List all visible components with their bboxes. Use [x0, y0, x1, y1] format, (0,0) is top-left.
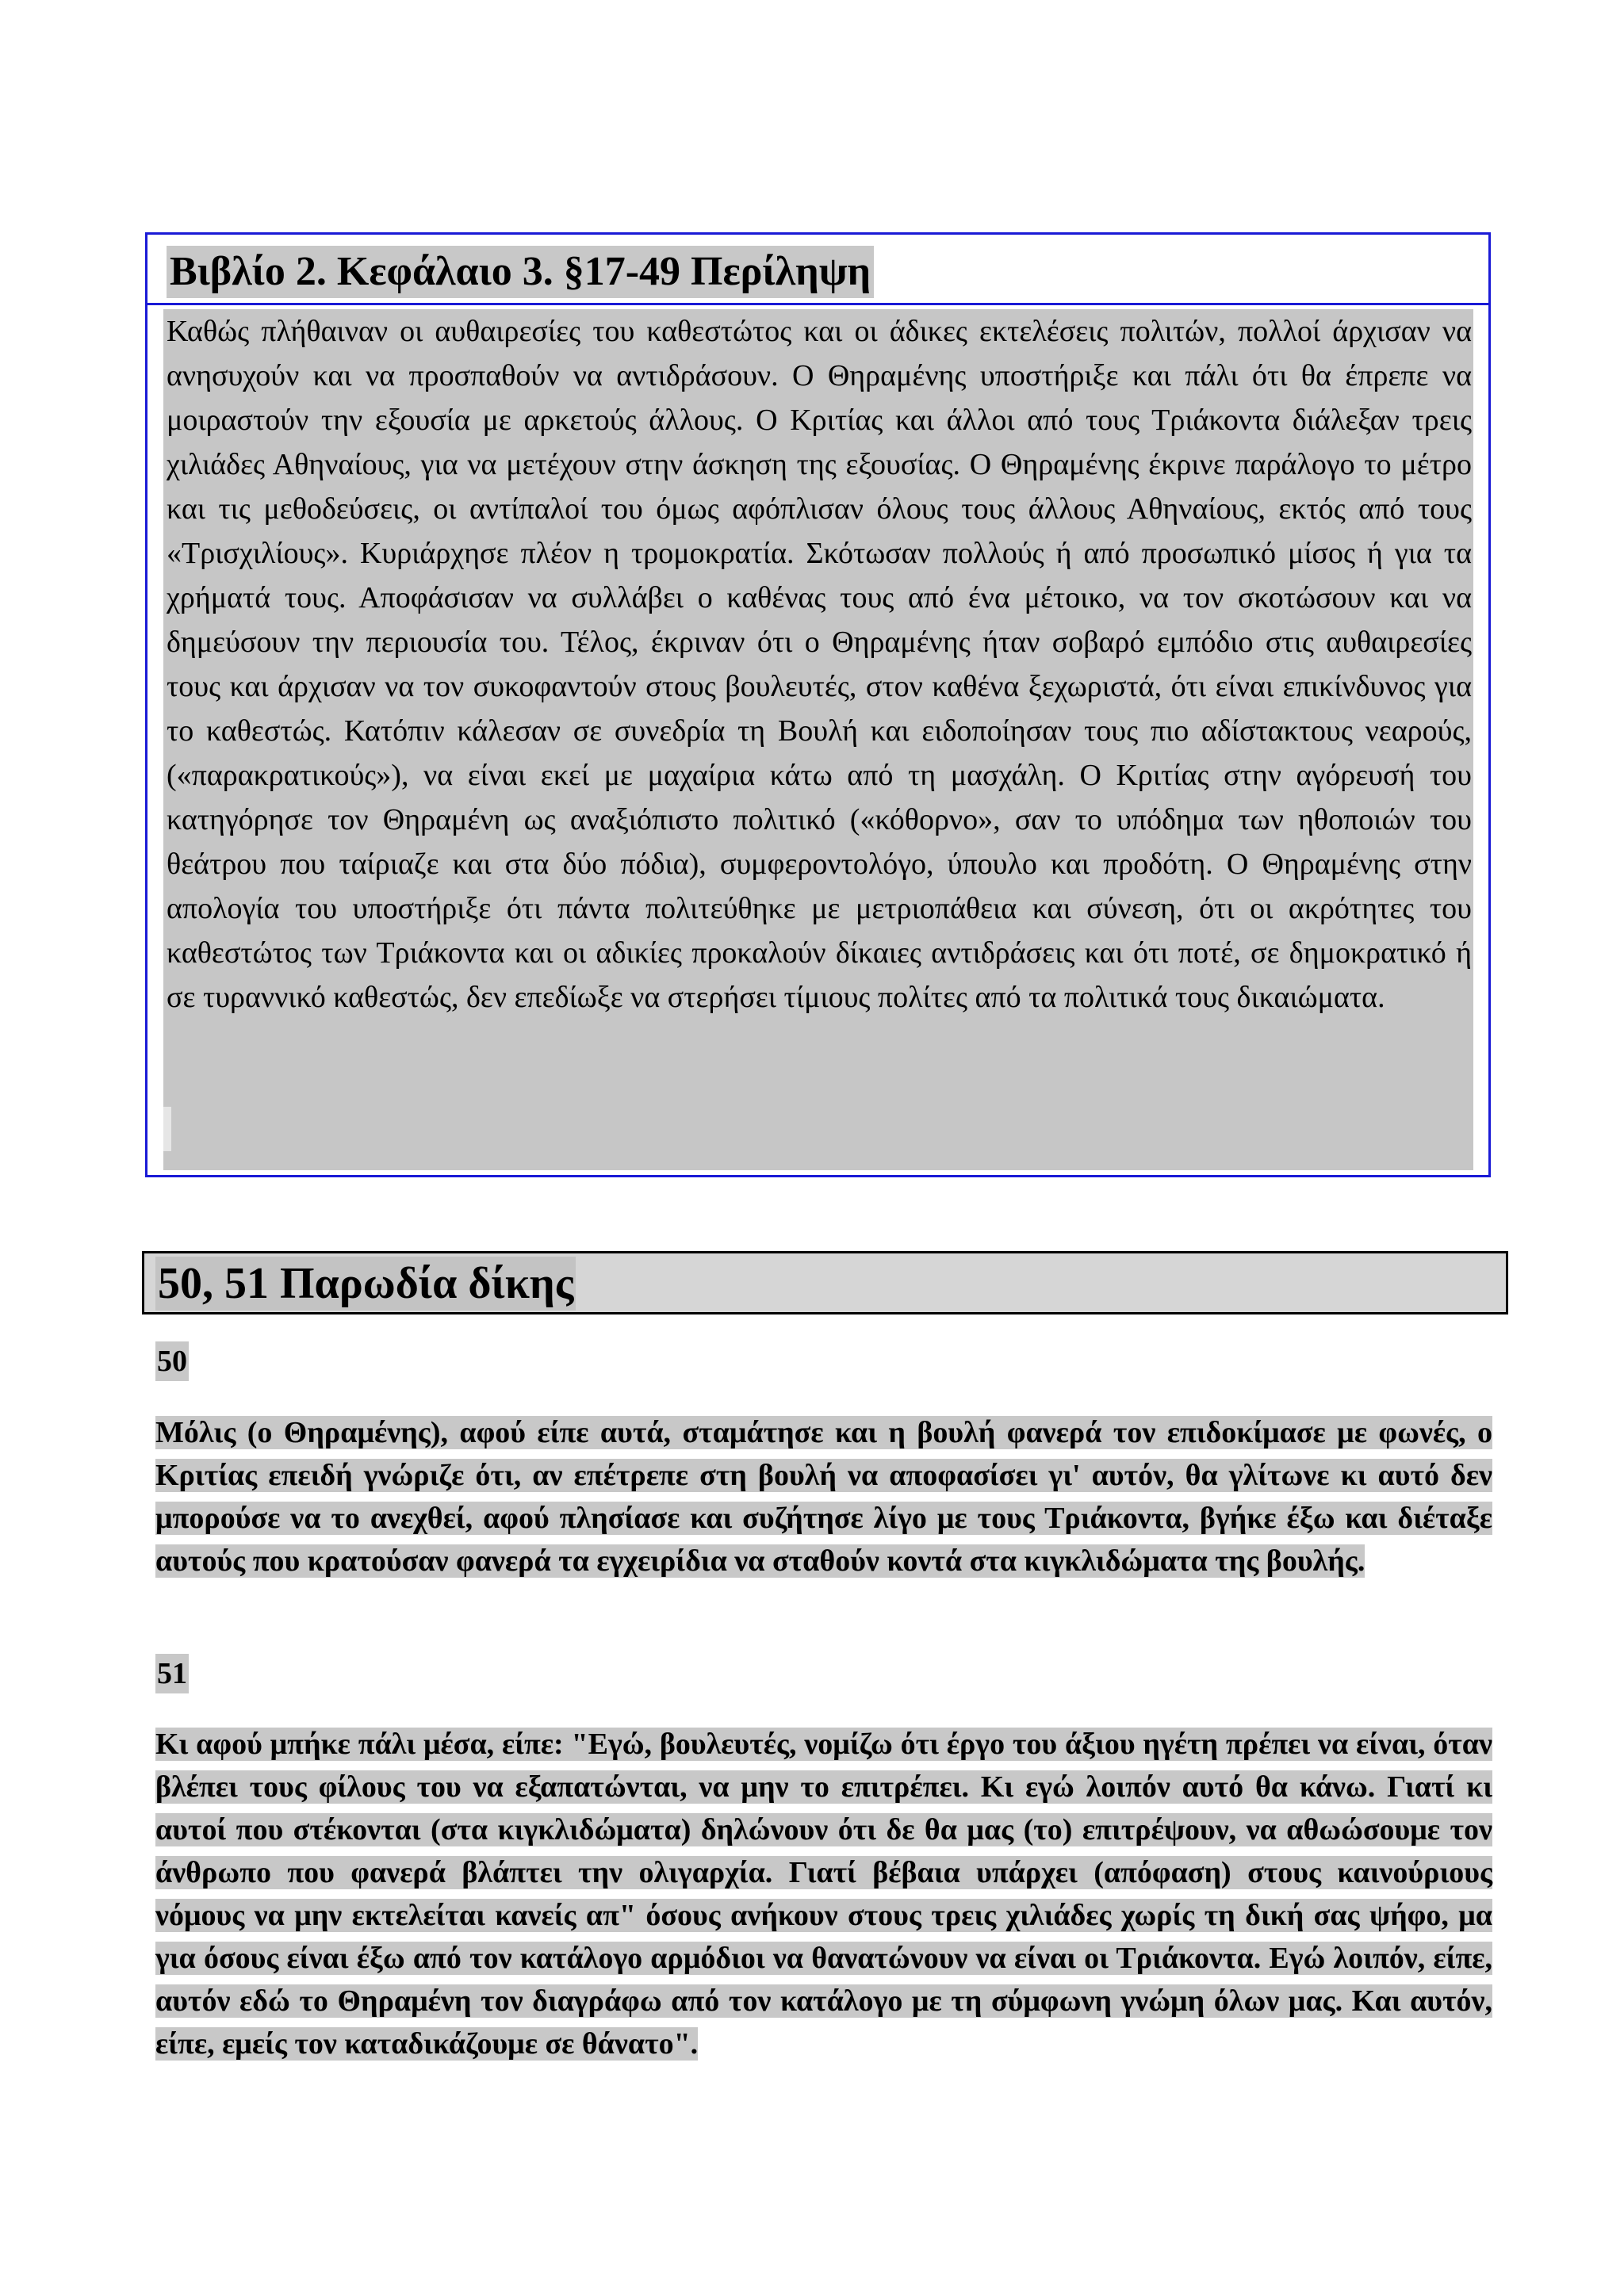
- section-heading-box: [142, 1251, 1508, 1314]
- paragraph-text-content: Κι αφού μπήκε πάλι μέσα, είπε: "Εγώ, βουλευτές, νομίζω ότι έργο του άξιου ηγέτη πρέπει να είναι, όταν βλέπει τους φίλους του να εξαπατώνται, να μην το επιτρέπει. Κι εγώ λοιπόν αυτό θα κάνω. Γιατί κι αυτοί που στέκονται (στα κιγκλιδώματα) δηλώνουν ότι δε θα μας (το) επιτρέψουν, να αθωώσουμε τον άνθρωπο που φανερά βλάπτει την ολιγαρχία. Γιατί βέβαια υπάρχει (απόφαση) στους καινούριους νόμους να μην εκτελείται κανείς απ" όσους ανήκουν στους τρεις χιλιάδες χωρίς τη δική σας ψήφο, μα για όσους είναι έξω από τον κατάλογο αρμόδιοι να θανατώνουν να είναι οι Τριάκοντα. Εγώ λοιπόν, είπε, αυτόν εδώ το Θηραμένη τον διαγράφω από τον κατάλογο με τη σύμφωνη γνώμη όλων μας. Και αυτόν, είπε, εμείς τον καταδικάζουμε σε θάνατο".: [155, 1728, 1492, 2061]
- summary-body: [163, 309, 1473, 1170]
- summary-divider: [147, 303, 1488, 305]
- paragraph-number: 51: [155, 1654, 189, 1693]
- summary-box: [145, 232, 1491, 1177]
- paragraph-text: [155, 1411, 1492, 1582]
- paragraph-number: 50: [155, 1341, 189, 1381]
- summary-text: Καθώς πλήθαιναν οι αυθαιρεσίες του καθεστώτος και οι άδικες εκτελέσεις πολιτών, πολλοί άρχισαν να ανησυχούν και να προσπαθούν να αντιδράσουν. Ο Θηραμένης υποστήριξε και πάλι ότι θα έπρεπε να μοιραστούν την εξουσία με αρκετούς άλλους. Ο Κριτίας και άλλοι από τους Τριάκοντα διάλεξαν τρεις χιλιάδες Αθηναίους, για να μετέχουν στην άσκηση της εξουσίας. Ο Θηραμένης έκρινε παράλογο το μέτρο και τις μεθοδεύσεις, οι αντίπαλοί του όμως αφόπλισαν όλους τους άλλους Αθηναίους, εκτός από τους «Τρισχιλίους». Κυριάρχησε πλέον η τρομοκρατία. Σκότωσαν πολλούς ή από προσωπικό μίσος ή για τα χρήματά τους. Αποφάσισαν να συλλάβει ο καθένας τους από ένα μέτοικο, να τον σκοτώσουν και να δημεύσουν την περιουσία του. Τέλος, έκριναν ότι ο Θηραμένης ήταν σοβαρό εμπόδιο στις αυθαιρεσίες τους και άρχισαν να τον συκοφαντούν στους βουλευτές, στον καθένα ξεχωριστά, ότι είναι επικίνδυνος για το καθεστώς. Κατόπιν κάλεσαν σε συνεδρία τη Βουλή και ειδοποίησαν τους πιο αδίστακτους νεαρούς, («παρακρατικούς»), να είναι εκεί με μαχαίρια κάτω από τη μασχάλη. Ο Κριτίας στην αγόρευσή του κατηγόρησε τον Θηραμένη ως αναξιόπιστο πολιτικό («κόθορνο», σαν το υπόδημα των ηθοποιών του θεάτρου που ταίριαζε και στα δύο πόδια), συμφεροντολόγο, ύπουλο και προδότη. Ο Θηραμένης στην απολογία του υποστήριξε ότι πάντα πολιτεύθηκε με μετριοπάθεια και σύνεση, ότι οι ακρότητες του καθεστώτος των Τριάκοντα και οι αδικίες προκαλούν δίκαιες αντιδράσεις και ότι ποτέ, σε δημοκρατικό ή σε τυραννικό καθεστώς, δεν επεδίωξε να στερήσει τίμιους πολίτες από τα πολιτικά τους δικαιώματα.: [167, 315, 1472, 1014]
- paragraph-text-content: Μόλις (ο Θηραμένης), αφού είπε αυτά, σταμάτησε και η βουλή φανερά τον επιδοκίμασε με φωνές, ο Κριτίας επειδή γνώριζε ότι, αν επέτρεπε στη βουλή να αποφασίσει γι' αυτόν, θα γλίτωνε κι αυτό δεν μπορούσε να το ανεχθεί, αφού πλησίασε και συζήτησε λίγο με τους Τριάκοντα, βγήκε έξω και διέταξε αυτούς που κρατούσαν φανερά τα εγχειρίδια να σταθούν κοντά στα κιγκλιδώματα της βουλής.: [155, 1416, 1492, 1578]
- text-cursor-mark: [163, 1107, 171, 1151]
- section-heading: 50, 51 Παρωδία δίκης: [155, 1257, 576, 1311]
- paragraph-text: [155, 1723, 1492, 2065]
- summary-title-wrap: [167, 246, 874, 298]
- summary-title: Βιβλίο 2. Κεφάλαιο 3. §17-49 Περίληψη: [167, 246, 874, 298]
